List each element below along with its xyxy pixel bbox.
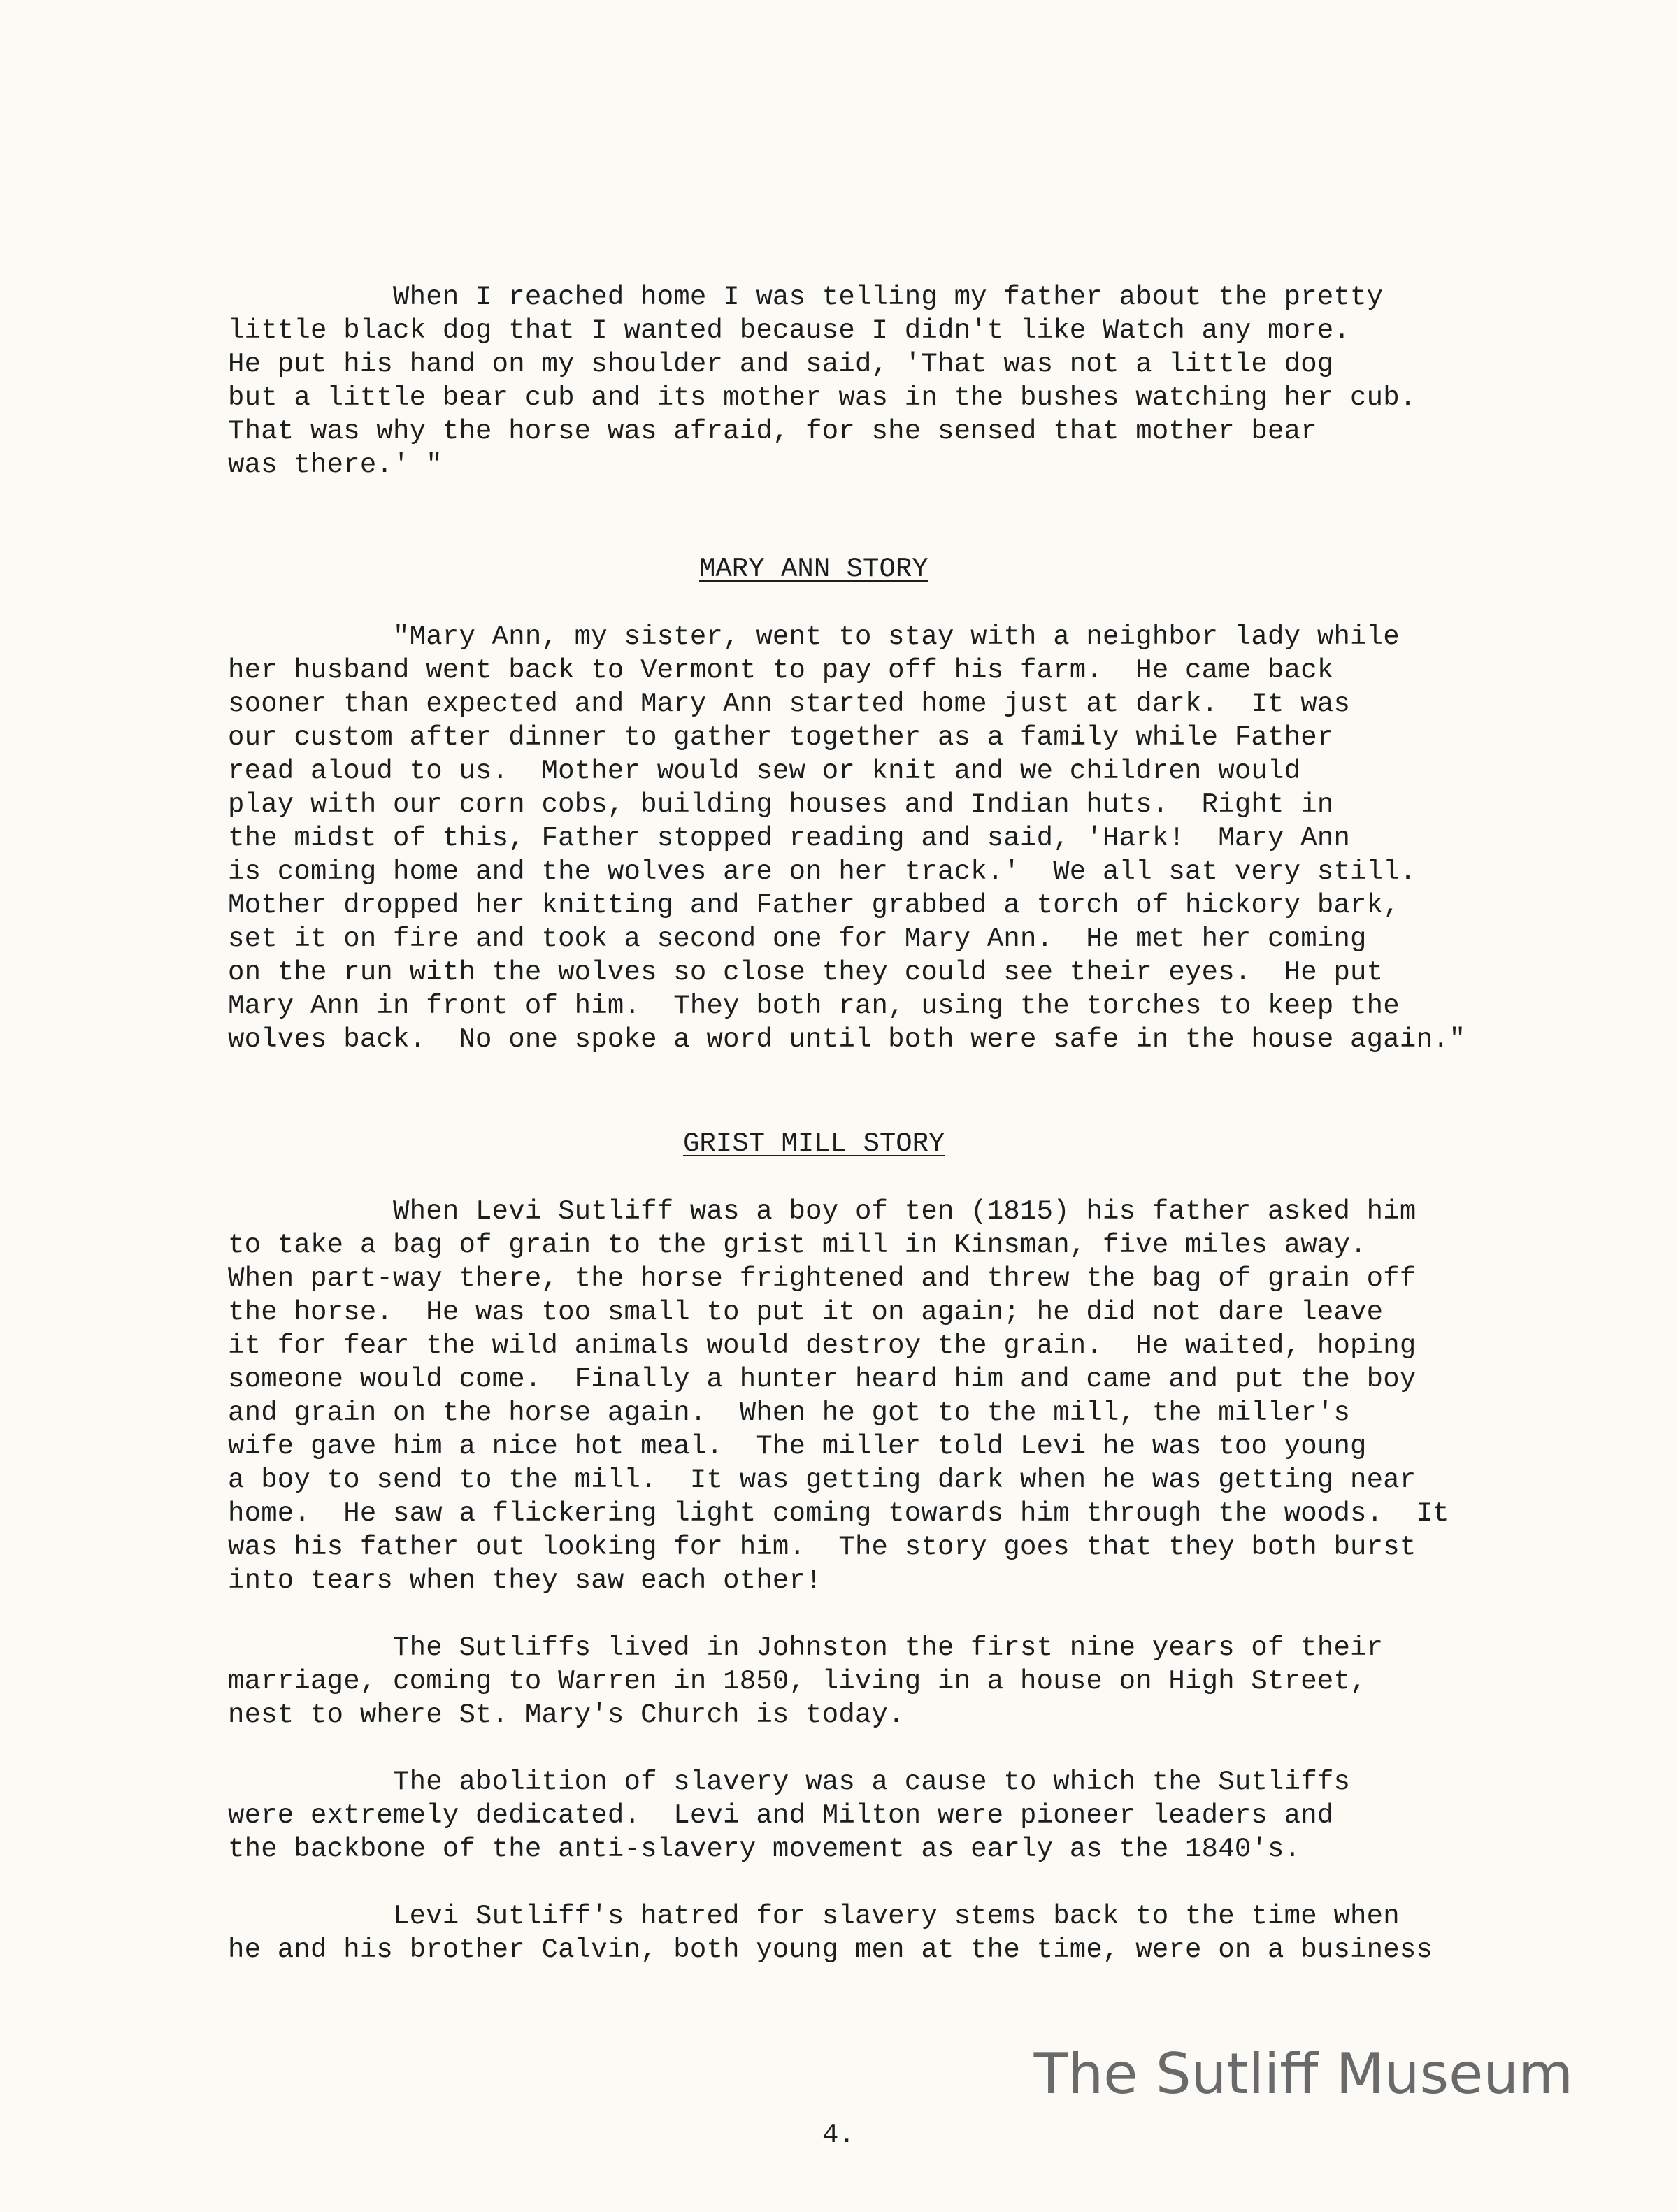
- paragraph-3-line-11: was his father out looking for him. The story goes that they both burst: [228, 1532, 1417, 1563]
- paragraph-5-line-3: the backbone of the anti-slavery movement as early as the 1840's.: [228, 1834, 1301, 1865]
- paragraph-3-line-9: a boy to send to the mill. It was getting dark when he was getting near: [228, 1465, 1417, 1495]
- paragraph-2-line-5: read aloud to us. Mother would sew or knit and we children would: [228, 756, 1301, 787]
- paragraph-3-line-6: someone would come. Finally a hunter heard him and came and put the boy: [228, 1364, 1417, 1395]
- paragraph-2-line-1: "Mary Ann, my sister, went to stay with a neighbor lady while: [228, 622, 1400, 652]
- paragraph-2-line-10: set it on fire and took a second one for Mary Ann. He met her coming: [228, 924, 1367, 954]
- paragraph-1-line-2: little black dog that I wanted because I didn't like Watch any more.: [228, 315, 1351, 346]
- paragraph-3-line-10: home. He saw a flickering light coming towards him through the woods. It: [228, 1498, 1449, 1529]
- museum-watermark: The Sutliff Museum: [1033, 2041, 1573, 2106]
- paragraph-1-line-1: When I reached home I was telling my father about the pretty: [228, 282, 1384, 313]
- paragraph-3-line-7: and grain on the horse again. When he got to the mill, the miller's: [228, 1398, 1351, 1428]
- paragraph-2-line-9: Mother dropped her knitting and Father grabbed a torch of hickory bark,: [228, 890, 1400, 921]
- paragraph-1-line-4: but a little bear cub and its mother was in the bushes watching her cub.: [228, 382, 1417, 413]
- paragraph-5-line-1: The abolition of slavery was a cause to which the Sutliffs: [228, 1767, 1351, 1797]
- paragraph-3-line-3: When part-way there, the horse frightened and threw the bag of grain off: [228, 1263, 1417, 1294]
- paragraph-2-line-2: her husband went back to Vermont to pay off his farm. He came back: [228, 655, 1334, 686]
- paragraph-6-line-1: Levi Sutliff's hatred for slavery stems back to the time when: [228, 1901, 1400, 1932]
- section-heading-grist-mill-story: GRIST MILL STORY: [683, 1128, 945, 1159]
- paragraph-2-line-8: is coming home and the wolves are on her track.' We all sat very still.: [228, 856, 1417, 887]
- paragraph-6-line-2: he and his brother Calvin, both young men at the time, were on a business: [228, 1934, 1433, 1965]
- paragraph-3-line-8: wife gave him a nice hot meal. The miller told Levi he was too young: [228, 1431, 1367, 1462]
- paragraph-1-line-3: He put his hand on my shoulder and said, 'That was not a little dog: [228, 349, 1334, 380]
- paragraph-4-line-1: The Sutliffs lived in Johnston the first nine years of their: [228, 1632, 1384, 1663]
- paragraph-5-line-2: were extremely dedicated. Levi and Milton were pioneer leaders and: [228, 1800, 1334, 1831]
- paragraph-3-line-12: into tears when they saw each other!: [228, 1565, 822, 1596]
- paragraph-2-line-13: wolves back. No one spoke a word until both were safe in the house again.": [228, 1024, 1466, 1055]
- paragraph-3-line-5: it for fear the wild animals would destroy the grain. He waited, hoping: [228, 1330, 1417, 1361]
- paragraph-2-line-3: sooner than expected and Mary Ann started home just at dark. It was: [228, 689, 1351, 719]
- paragraph-2-line-12: Mary Ann in front of him. They both ran, using the torches to keep the: [228, 991, 1400, 1021]
- paragraph-4-line-2: marriage, coming to Warren in 1850, living in a house on High Street,: [228, 1666, 1367, 1697]
- paragraph-2-line-11: on the run with the wolves so close they could see their eyes. He put: [228, 957, 1384, 988]
- page-number: 4.: [822, 2120, 855, 2150]
- paragraph-2-line-4: our custom after dinner to gather together as a family while Father: [228, 722, 1334, 753]
- paragraph-3-line-2: to take a bag of grain to the grist mill in Kinsman, five miles away.: [228, 1230, 1367, 1261]
- paragraph-3-line-4: the horse. He was too small to put it on again; he did not dare leave: [228, 1297, 1384, 1328]
- paragraph-2-line-6: play with our corn cobs, building houses and Indian huts. Right in: [228, 789, 1334, 820]
- paragraph-4-line-3: nest to where St. Mary's Church is today.: [228, 1700, 905, 1730]
- paragraph-1-line-6: was there.' ": [228, 450, 443, 480]
- paragraph-1-line-5: That was why the horse was afraid, for she sensed that mother bear: [228, 416, 1317, 447]
- paragraph-2-line-7: the midst of this, Father stopped reading and said, 'Hark! Mary Ann: [228, 823, 1351, 854]
- section-heading-mary-ann-story: MARY ANN STORY: [699, 554, 928, 584]
- paragraph-3-line-1: When Levi Sutliff was a boy of ten (1815) his father asked him: [228, 1196, 1417, 1227]
